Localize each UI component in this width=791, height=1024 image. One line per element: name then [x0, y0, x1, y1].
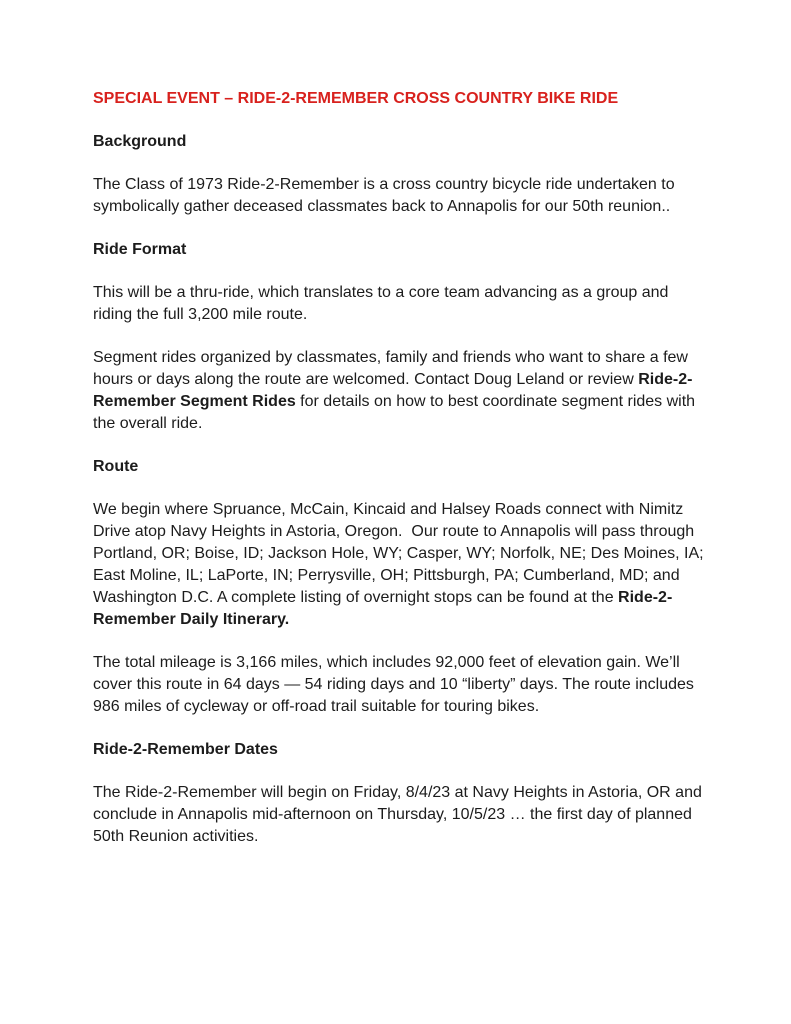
segment-rides-bold-reference: Ride-2-Remember Segment Rides [93, 371, 693, 410]
paragraph-ride-format-2 [93, 347, 705, 435]
paragraph-route-1-text: We begin where Spruance, McCain, Kincaid and Halsey Roads connect with Nimitz Drive atop Navy Heights in Astoria, Oregon. Our route to Annapolis will pass through Portland, OR; Boise, ID; Jackson Hole, WY; Casper, WY; Norfolk, NE; Des Moines, IA; East Moline, IL; LaPorte, IN; Perrysville, OH; Pittsburgh, PA; Cumberland, MD; and Washington D.C. A complete listing of overnight stops can be found at the [93, 501, 709, 606]
section-heading-route: Route [93, 458, 139, 475]
paragraph-dates: The Ride-2-Remember will begin on Friday, 8/4/23 at Navy Heights in Astoria, OR and conclude in Annapolis mid-afternoon on Thursday, 10/5/23 … the first day of planned 50th Reunion activities. [93, 784, 707, 845]
section-heading-ride-format: Ride Format [93, 241, 187, 258]
paragraph-ride-format-1: This will be a thru-ride, which translates to a core team advancing as a group and riding the full 3,200 mile route. [93, 284, 673, 323]
section-heading-background: Background [93, 133, 187, 150]
section-heading-dates: Ride-2-Remember Dates [93, 741, 278, 758]
paragraph-background: The Class of 1973 Ride-2-Remember is a cross country bicycle ride undertaken to symbolically gather deceased classmates back to Annapolis for our 50th reunion.. [93, 176, 680, 215]
paragraph-ride-format-2-text: Segment rides organized by classmates, family and friends who want to share a few hours or days along the route are welcomed. Contact Doug Leland or review [93, 349, 693, 388]
paragraph-ride-format-2-text-end: for details on how to best coordinate segment rides with the overall ride. [93, 393, 700, 432]
document-title: SPECIAL EVENT – RIDE-2-REMEMBER CROSS COUNTRY BIKE RIDE [93, 90, 619, 107]
paragraph-route-2: The total mileage is 3,166 miles, which includes 92,000 feet of elevation gain. We’ll cover this route in 64 days — 54 riding days and 10 “liberty” days. The route includes 986 miles of cycleway or off-road trail suitable for touring bikes. [93, 654, 699, 715]
daily-itinerary-bold-reference: Ride-2-Remember Daily Itinerary. [93, 589, 673, 628]
paragraph-route-1 [93, 499, 709, 631]
